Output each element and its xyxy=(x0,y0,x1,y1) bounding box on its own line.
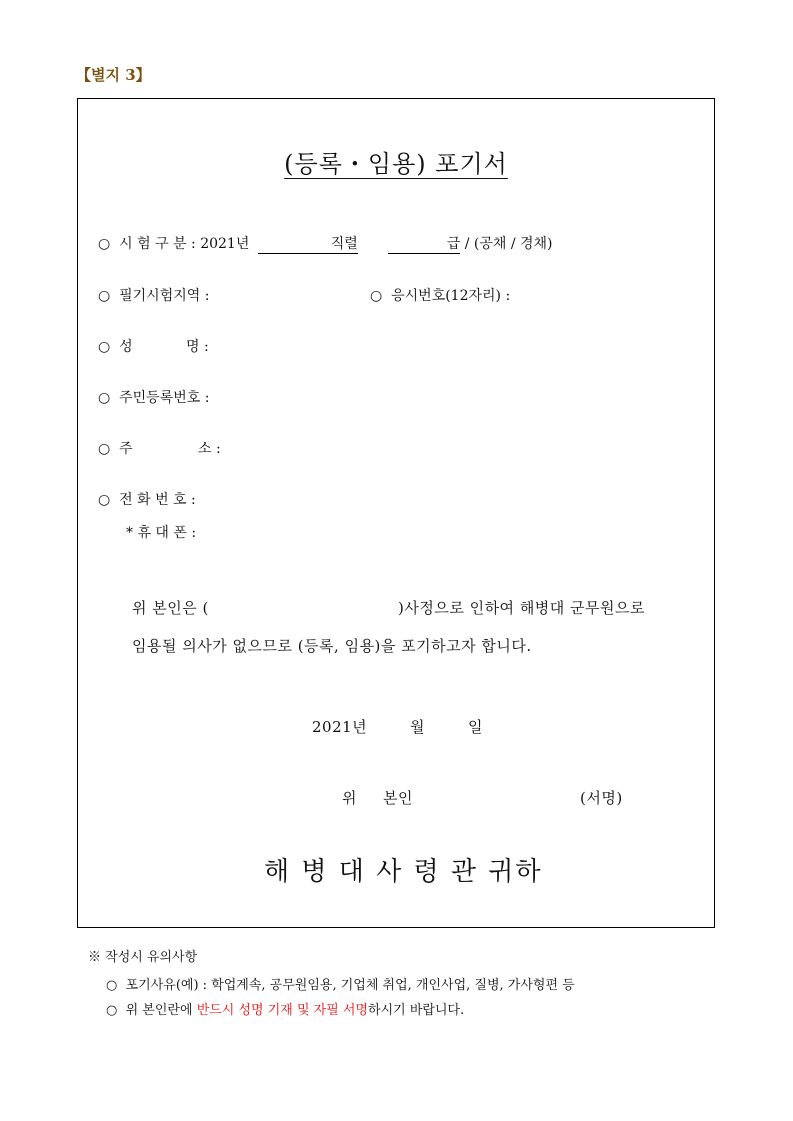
name-label-b: 명 : xyxy=(186,339,209,355)
address-label-a: 주 xyxy=(119,441,133,457)
date-month: 월 xyxy=(410,718,425,736)
form-title-text: (등록・임용) 포기서 xyxy=(284,150,508,178)
notes-item-1 xyxy=(106,974,575,993)
notes-item-2-text-a: 위 본인란에 xyxy=(125,1003,193,1018)
exam-number-row xyxy=(370,285,510,305)
phone-label: 전 화 번 호 : xyxy=(119,492,196,508)
statement-line1-b: )사정으로 인하여 해병대 군무원으로 xyxy=(398,599,646,617)
exam-division-row xyxy=(98,233,553,254)
job-series-field[interactable] xyxy=(258,233,358,254)
bullet: ○ xyxy=(98,390,111,406)
addressee: 해 병 대 사 령 관 귀하 xyxy=(264,857,543,887)
notes-item-2-text-b: 하시기 바랍니다. xyxy=(368,1003,465,1018)
statement-line2: 임용될 의사가 없으므로 (등록, 임용)을 포기하고자 합니다. xyxy=(132,637,532,655)
phone-row xyxy=(98,489,196,509)
signer-label-a: 위 xyxy=(342,789,357,807)
bullet: ○ xyxy=(98,288,111,304)
form-title xyxy=(78,144,714,179)
job-series-suffix: 직렬 xyxy=(330,236,358,252)
mobile-label: * 휴 대 폰 : xyxy=(126,525,197,541)
notes-item-2-highlight: 반드시 성명 기재 및 자필 서명 xyxy=(196,1003,369,1018)
written-region-label: 필기시험지역 : xyxy=(119,288,210,304)
signer-label-b: 본인 xyxy=(383,789,413,807)
notes-item-1-text: 포기사유(예) : 학업계속, 공무원임용, 기업체 취업, 개인사업, 질병, 가사형편 등 xyxy=(125,978,575,993)
notes-heading: ※ 작성시 유의사항 xyxy=(88,950,198,965)
bullet: ○ xyxy=(98,339,111,355)
date-day: 일 xyxy=(468,718,483,736)
hire-type-options: / (공채 / 경채) xyxy=(464,236,553,252)
attachment-label: 【별지 3】 xyxy=(76,66,151,84)
grade-field[interactable] xyxy=(388,233,460,254)
notes-item-2 xyxy=(106,999,464,1018)
exam-number-label: 응시번호(12자리) : xyxy=(391,288,511,304)
statement-line1-a: 위 본인은 ( xyxy=(132,599,209,617)
grade-suffix: 급 xyxy=(446,236,461,252)
bullet: ○ xyxy=(106,1003,118,1018)
written-region-row xyxy=(98,285,209,305)
exam-division-label: 시 험 구 분 : 2021년 xyxy=(119,236,250,252)
name-label-a: 성 xyxy=(119,339,133,355)
bullet: ○ xyxy=(98,492,111,508)
bullet: ○ xyxy=(98,441,111,457)
bullet: ○ xyxy=(370,288,383,304)
bullet: ○ xyxy=(98,236,111,252)
signature-hint: (서명) xyxy=(580,789,623,807)
address-label-b: 소 : xyxy=(198,441,221,457)
bullet: ○ xyxy=(106,978,118,993)
resident-number-row xyxy=(98,387,209,407)
form-box xyxy=(77,98,715,928)
address-row xyxy=(98,438,133,458)
resident-number-label: 주민등록번호 : xyxy=(119,390,210,406)
name-row xyxy=(98,336,133,356)
date-year: 2021년 xyxy=(312,718,368,736)
